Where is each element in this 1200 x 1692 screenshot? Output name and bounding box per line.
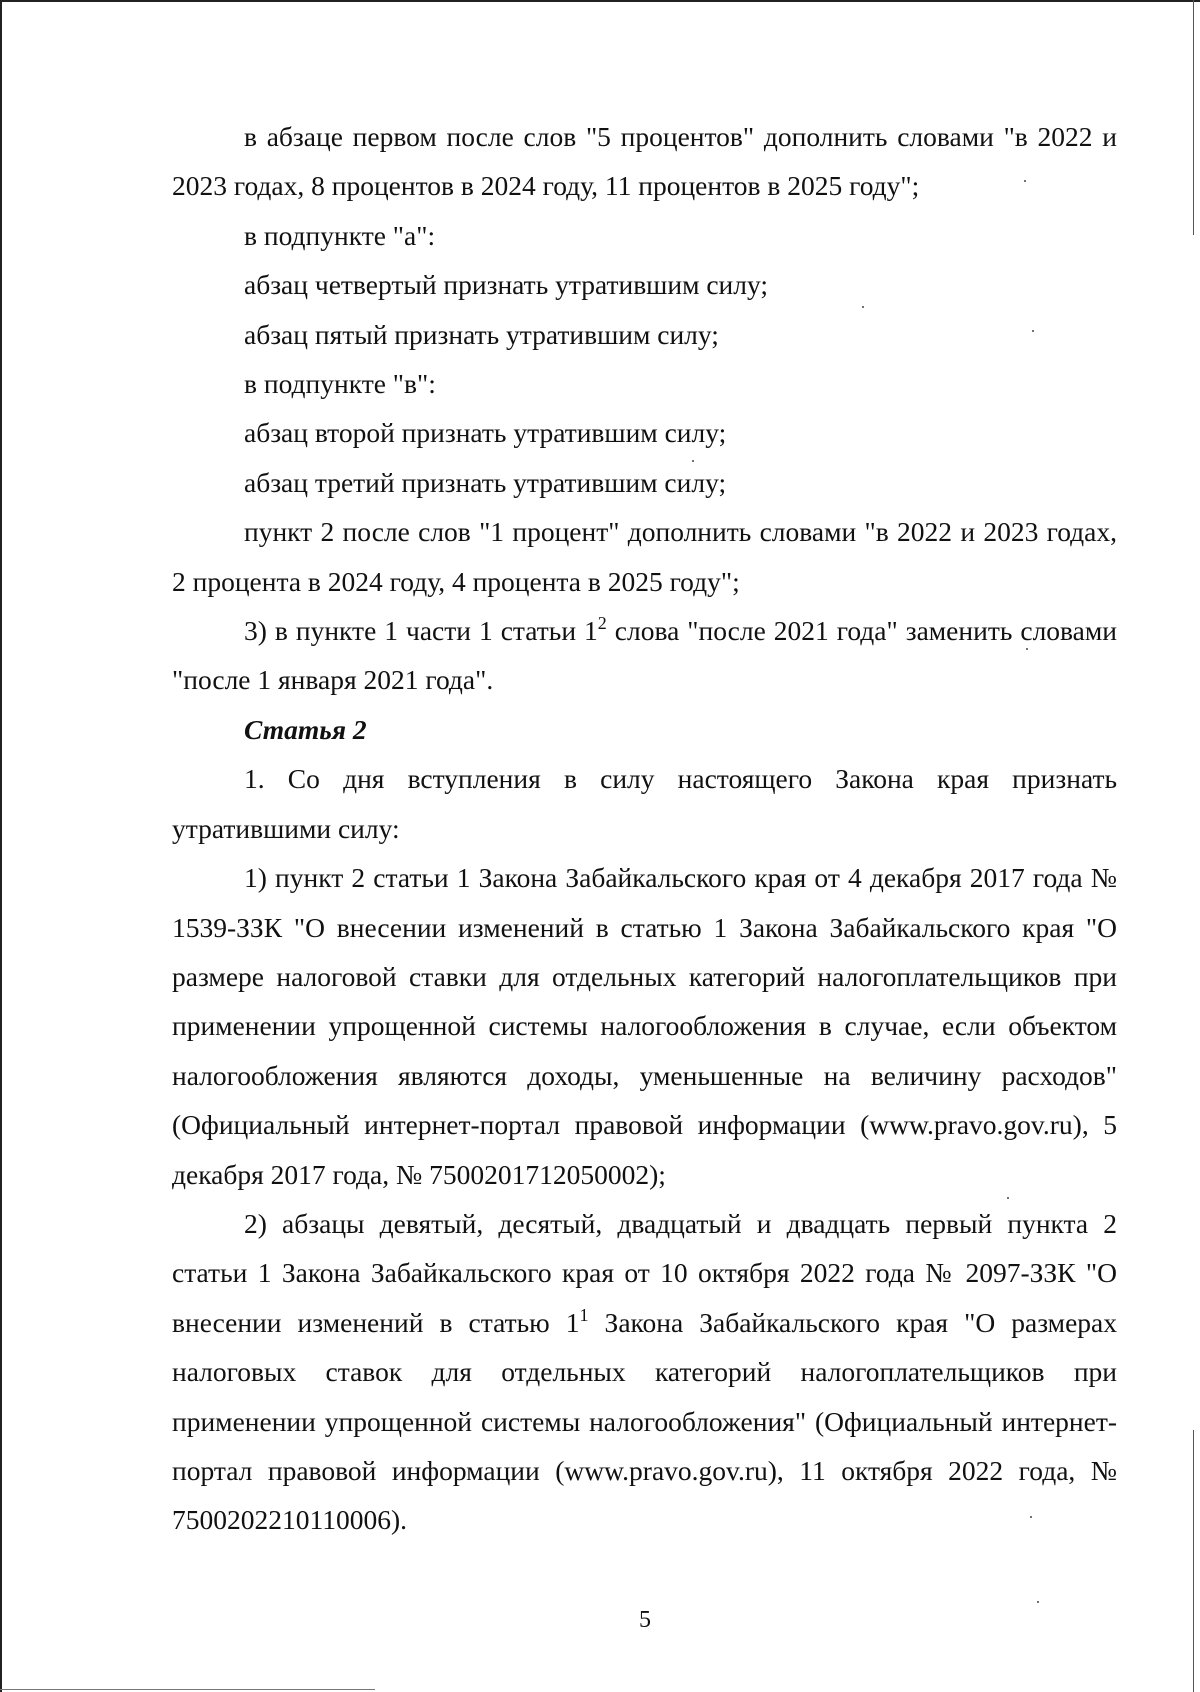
superscript: 2	[597, 613, 607, 634]
article-heading: Статья 2	[244, 713, 367, 745]
scan-speck	[1037, 1601, 1039, 1603]
subitem-2	[172, 1199, 1117, 1545]
subitem-1: 1) пункт 2 статьи 1 Закона Забайкальского края от 4 декабря 2017 года № 1539-ЗЗК "О внесении изменений в статью 1 Закона Забайкальского края "О размере налоговой ставки для отдельных категорий налогоплательщиков при применении упрощенной системы налогообложения в случае, если объектом налогообложения являются доходы, уменьшенные на величину расходов" (Официальный интернет-портал правовой информации (www.pravo.gov.ru), 5 декабря 2017 года, № 7500201712050002);	[172, 862, 1117, 1190]
paragraph: абзац четвертый признать утратившим силу;	[244, 269, 769, 301]
text-fragment: слова "после 2021 года" заменить словами "после 1 января 2021 года".	[172, 615, 1117, 696]
text-fragment: Закона Забайкальского края "О размерах налоговых ставок для отдельных категорий налогоплательщиков при применении упрощенной системы налогообложения" (Официальный интернет-портал правовой информации (www.pravo.gov.ru), 11 октября 2022 года, № 7500202210110006).	[172, 1306, 1117, 1536]
document-body	[172, 112, 1117, 1545]
paragraph: в подпункте "в":	[244, 368, 436, 400]
paragraph-item-3	[172, 606, 1117, 705]
paragraph: в подпункте "а":	[244, 219, 436, 251]
paragraph: абзац второй признать утратившим силу;	[244, 417, 727, 449]
paragraph: абзац третий признать утратившим силу;	[244, 466, 727, 498]
scan-edge-right-lower	[1193, 1430, 1194, 1692]
paragraph: абзац пятый признать утратившим силу;	[244, 318, 719, 350]
paragraph: пункт 2 после слов "1 процент" дополнить словами "в 2022 и 2023 годах, 2 процента в 2024 году, 4 процента в 2025 году";	[172, 516, 1117, 597]
scan-edge-left	[0, 0, 2, 1692]
text-fragment: 3) в пункте 1 части 1 статьи 1	[244, 615, 598, 647]
superscript: 1	[579, 1304, 589, 1325]
page-number: 5	[639, 1607, 651, 1633]
paragraph: в абзаце первом после слов "5 процентов" дополнить словами "в 2022 и 2023 годах, 8 процентов в 2024 году, 11 процентов в 2025 году";	[172, 121, 1117, 202]
scan-edge-bottom	[0, 1689, 375, 1690]
scan-edge-top	[0, 0, 1200, 2]
article-intro: 1. Со дня вступления в силу настоящего Закона края признать утратившими силу:	[172, 763, 1117, 844]
scan-edge-right	[1193, 0, 1194, 235]
text-fragment: 2) абзацы девятый, десятый, двадцатый и двадцать первый пункта 2 статьи 1 Закона Забайкальского края от 10 октября 2022 года № 2097-ЗЗК "О внесении изменений в статью 1	[172, 1207, 1117, 1338]
